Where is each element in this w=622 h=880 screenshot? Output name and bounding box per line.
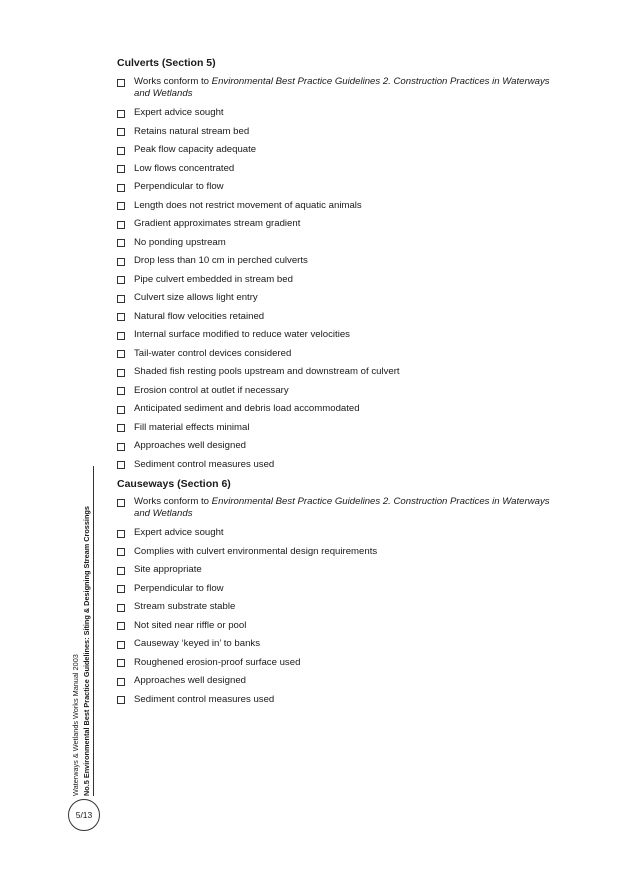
item-text: Shaded fish resting pools upstream and downstream of culvert [134,366,400,377]
checkbox[interactable] [117,239,125,247]
checkbox[interactable] [117,128,125,136]
checkbox[interactable] [117,641,125,649]
item-text: Internal surface modified to reduce water velocities [134,329,350,340]
item-text: Causeway ‘keyed in’ to banks [134,638,261,649]
item-text: No ponding upstream [134,236,226,248]
checklist-item[interactable] [117,292,557,304]
item-text: Not sited near riffle or pool [134,619,247,631]
checkbox[interactable] [117,424,125,432]
item-text: Perpendicular to flow [134,181,224,192]
item-text: Culvert size allows light entry [134,292,258,303]
checklist-item[interactable] [117,329,557,341]
page-number-badge: 5/13 [68,799,100,831]
checkbox[interactable] [117,258,125,266]
checklist-item[interactable] [117,440,557,452]
item-text: Sediment control measures used [134,458,275,470]
item-text: Anticipated sediment and debris load accommodated [134,403,360,414]
checklist-item[interactable] [117,218,557,230]
item-text: Roughened erosion-proof surface used [134,656,301,668]
checklist-item[interactable] [117,126,557,138]
item-text: Expert advice sought [134,527,224,538]
checklist-item[interactable] [117,311,557,323]
checkbox[interactable] [117,548,125,556]
item-text: Sediment control measures used [134,693,275,705]
checkbox[interactable] [117,202,125,210]
item-text-emphasis: Environmental Best Practice Guidelines 2. Construction Practices in Waterways and Wetlands [134,496,550,519]
checklist-item[interactable] [117,564,557,576]
item-text: Site appropriate [134,564,202,575]
item-text: Retains natural stream bed [134,125,250,137]
causeways-checklist [117,496,557,706]
checkbox[interactable] [117,499,125,507]
item-text: Approaches well designed [134,675,247,686]
checkbox[interactable] [117,585,125,593]
checklist-item[interactable] [117,366,557,378]
item-text: Stream substrate stable [134,601,236,612]
checklist-item[interactable] [117,107,557,119]
item-text-prefix: Works conform to [134,496,212,507]
checkbox[interactable] [117,147,125,155]
checkbox[interactable] [117,461,125,469]
checklist-item[interactable] [117,694,557,706]
sidebar-line2: No.5 Environmental Best Practice Guidelines: Siting & Designing Stream Crossings [81,506,91,796]
checkbox[interactable] [117,530,125,538]
checkbox[interactable] [117,79,125,87]
checkbox[interactable] [117,110,125,118]
checklist-item[interactable] [117,527,557,539]
checklist-item[interactable] [117,76,557,100]
checklist-item[interactable] [117,601,557,613]
checklist-item[interactable] [117,459,557,471]
item-text: Pipe culvert embedded in stream bed [134,273,293,285]
checkbox[interactable] [117,165,125,173]
checklist-item[interactable] [117,422,557,434]
checklist-item[interactable] [117,385,557,397]
checkbox[interactable] [117,696,125,704]
checklist-item[interactable] [117,403,557,415]
checklist-item[interactable] [117,144,557,156]
checkbox[interactable] [117,369,125,377]
sidebar-text [66,466,98,796]
checkbox[interactable] [117,221,125,229]
checklist-item[interactable] [117,546,557,558]
checklist-item[interactable] [117,675,557,687]
checkbox[interactable] [117,350,125,358]
checkbox[interactable] [117,678,125,686]
item-text-emphasis: Environmental Best Practice Guidelines 2. Construction Practices in Waterways and Wetlands [134,76,550,99]
culverts-checklist [117,76,557,471]
item-text: Complies with culvert environmental design requirements [134,545,378,557]
checkbox[interactable] [117,604,125,612]
checkbox[interactable] [117,295,125,303]
checklist-item[interactable] [117,237,557,249]
item-text: Gradient approximates stream gradient [134,218,301,229]
section-heading-causeways: Causeways (Section 6) [117,478,231,490]
checklist-item[interactable] [117,348,557,360]
checklist-item[interactable] [117,255,557,267]
section-heading-culverts: Culverts (Section 5) [117,57,216,69]
item-text: Erosion control at outlet if necessary [134,384,289,396]
item-text-prefix: Works conform to [134,76,212,87]
sidebar [66,466,98,796]
checklist-item[interactable] [117,200,557,212]
item-text: Approaches well designed [134,440,247,451]
checklist-content [117,56,557,712]
checkbox[interactable] [117,332,125,340]
checkbox[interactable] [117,276,125,284]
item-text: Perpendicular to flow [134,582,224,594]
checkbox[interactable] [117,406,125,414]
item-text: Expert advice sought [134,107,224,118]
item-text: Tail-water control devices considered [134,347,292,359]
checklist-item[interactable] [117,638,557,650]
checklist-item[interactable] [117,657,557,669]
checkbox[interactable] [117,184,125,192]
checkbox[interactable] [117,659,125,667]
checklist-item[interactable] [117,274,557,286]
checkbox[interactable] [117,567,125,575]
sidebar-line1: Waterways & Wetlands Works Manual 2003 [71,654,80,796]
item-text: Drop less than 10 cm in perched culverts [134,255,308,266]
checkbox[interactable] [117,622,125,630]
checkbox[interactable] [117,443,125,451]
checklist-item[interactable] [117,181,557,193]
checkbox[interactable] [117,313,125,321]
item-text: Natural flow velocities retained [134,310,265,322]
item-text: Fill material effects minimal [134,421,250,433]
item-text: Low flows concentrated [134,162,235,174]
item-text: Peak flow capacity adequate [134,144,257,155]
checklist-item[interactable] [117,583,557,595]
checklist-item[interactable] [117,496,557,520]
checklist-item[interactable] [117,620,557,632]
checkbox[interactable] [117,387,125,395]
checklist-item[interactable] [117,163,557,175]
item-text: Length does not restrict movement of aquatic animals [134,199,362,211]
